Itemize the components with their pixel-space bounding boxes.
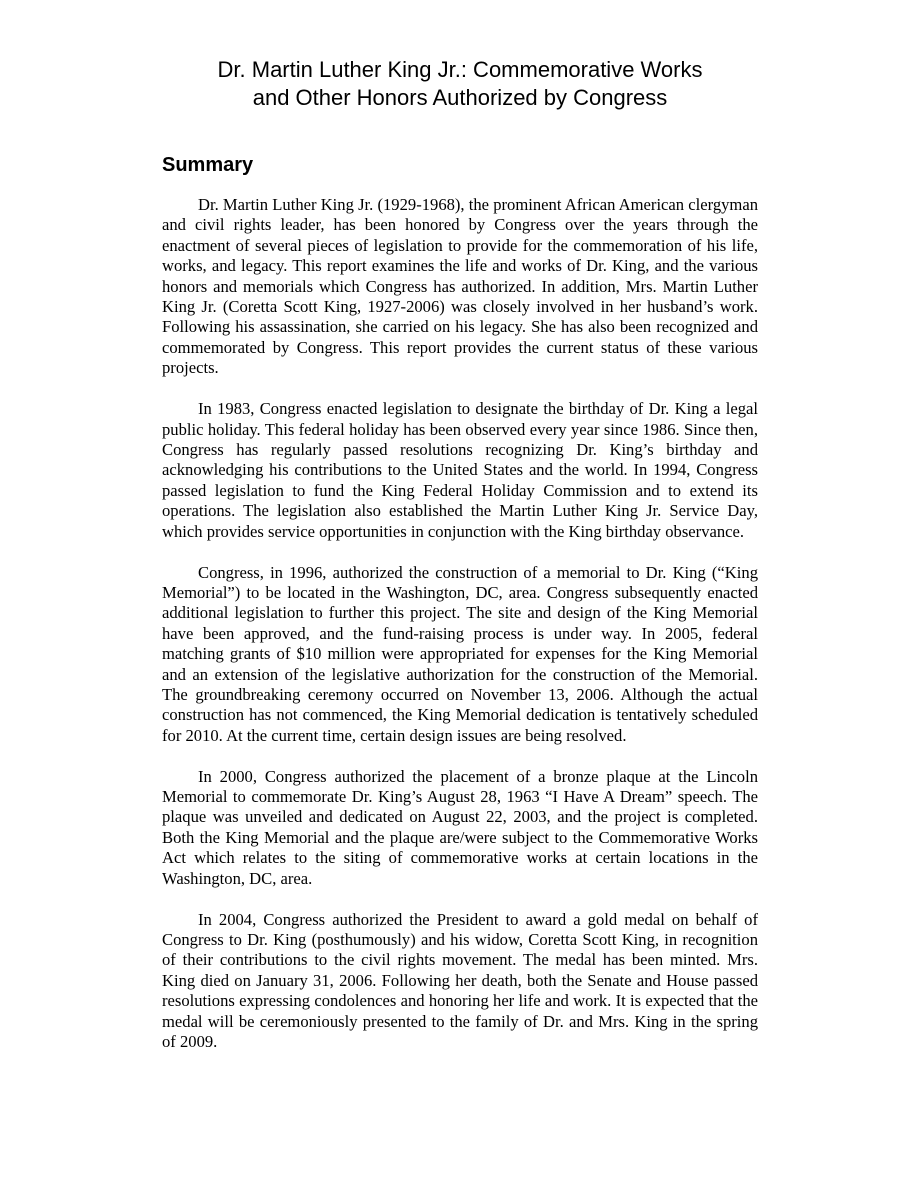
document-title — [162, 56, 758, 112]
document-title-line-2: and Other Honors Authorized by Congress — [252, 85, 668, 110]
summary-paragraph-5: In 2004, Congress authorized the President to award a gold medal on behalf of Congress to Dr. King (posthumously) and his widow, Coretta Scott King, in recognition of their contributions to the civil rights movement. The medal has been minted. Mrs. King died on January 31, 2006. Following her death, both the Senate and House passed resolutions expressing condolences and honoring her life and work. It is expected that the medal will be ceremoniously presented to the family of Dr. and Mrs. King in the spring of 2009. — [162, 909, 758, 1052]
summary-paragraph-4: In 2000, Congress authorized the placement of a bronze plaque at the Lincoln Memorial to commemorate Dr. King’s August 28, 1963 “I Have A Dream” speech. The plaque was unveiled and dedicated on August 22, 2003, and the project is completed. Both the King Memorial and the plaque are/were subject to the Commemorative Works Act which relates to the siting of commemorative works at certain locations in the Washington, DC, area. — [162, 766, 758, 888]
document-title-line-1: Dr. Martin Luther King Jr.: Commemorative Works — [217, 57, 703, 82]
summary-paragraph-1: Dr. Martin Luther King Jr. (1929-1968), the prominent African American clergyman and civil rights leader, has been honored by Congress over the years through the enactment of several pieces of legislation to provide for the commemoration of his life, works, and legacy. This report examines the life and works of Dr. King, and the various honors and memorials which Congress has authorized. In addition, Mrs. Martin Luther King Jr. (Coretta Scott King, 1927-2006) was closely involved in her husband’s work. Following his assassination, she carried on his legacy. She has also been recognized and commemorated by Congress. This report provides the current status of these various projects. — [162, 195, 758, 378]
summary-paragraph-2: In 1983, Congress enacted legislation to designate the birthday of Dr. King a legal public holiday. This federal holiday has been observed every year since 1986. Since then, Congress has regularly passed resolutions recognizing Dr. King’s birthday and acknowledging his contributions to the United States and the world. In 1994, Congress passed legislation to fund the King Federal Holiday Commission and to extend its operations. The legislation also established the Martin Luther King Jr. Service Day, which provides service opportunities in conjunction with the King birthday observance. — [162, 399, 758, 541]
summary-paragraph-3: Congress, in 1996, authorized the construction of a memorial to Dr. King (“King Memorial”) to be located in the Washington, DC, area. Congress subsequently enacted additional legislation to further this project. The site and design of the King Memorial have been approved, and the fund-raising process is under way. In 2005, federal matching grants of $10 million were appropriated for expenses for the King Memorial and an extension of the legislative authorization for the construction of the Memorial. The groundbreaking ceremony occurred on November 13, 2006. Although the actual construction has not commenced, the King Memorial dedication is tentatively scheduled for 2010. At the current time, certain design issues are being resolved. — [162, 562, 758, 745]
document-page — [162, 56, 758, 1052]
section-heading-summary: Summary — [162, 154, 254, 176]
